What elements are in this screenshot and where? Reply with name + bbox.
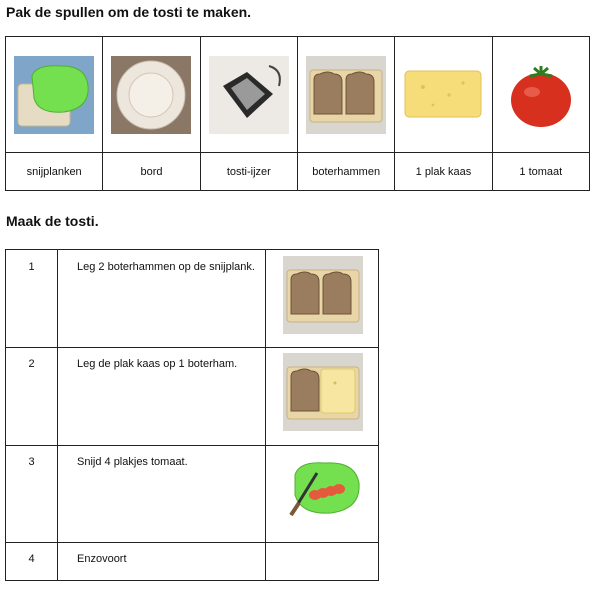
step-text: Enzovoort: [59, 542, 266, 580]
empty-image-cell: [267, 542, 378, 580]
item-label: boterhammen: [312, 165, 381, 178]
steps-table: [5, 249, 379, 581]
sliced-tomato-icon: [283, 451, 363, 529]
item-cell: [493, 37, 589, 190]
bread-on-board-icon: [283, 256, 363, 334]
step-number: 4: [6, 542, 58, 580]
cheese-slice-icon: [395, 37, 491, 153]
item-cell: [6, 37, 103, 190]
item-cell: [103, 37, 200, 190]
plate-icon: [103, 37, 199, 153]
ingredients-table: [5, 36, 590, 191]
step-number: 1: [6, 250, 58, 347]
make-heading: Maak de tosti.: [6, 213, 99, 229]
tomato-icon: [493, 37, 589, 153]
item-cell: [201, 37, 298, 190]
item-cell: [298, 37, 395, 190]
bread-slices-icon: [298, 37, 394, 153]
cutting-boards-icon: [6, 37, 102, 153]
step-row: [6, 445, 378, 543]
item-cell: [395, 37, 492, 190]
item-label: 1 tomaat: [519, 165, 563, 178]
step-row: [6, 347, 378, 446]
step-number: 2: [6, 347, 58, 445]
cheese-on-bread-icon: [283, 353, 363, 431]
step-number: 3: [6, 445, 58, 542]
step-row: [6, 250, 378, 348]
sandwich-maker-icon: [201, 37, 297, 153]
item-label: 1 plak kaas: [415, 165, 472, 178]
step-row: [6, 542, 378, 580]
gather-heading: Pak de spullen om de tosti te maken.: [6, 4, 252, 20]
step-text: Leg de plak kaas op 1 boterham.: [59, 347, 266, 445]
item-label: snijplanken: [26, 165, 82, 178]
item-label: tosti-ijzer: [226, 165, 271, 178]
step-text: Leg 2 boterhammen op de snijplank.: [59, 250, 266, 347]
step-text: Snijd 4 plakjes tomaat.: [59, 445, 266, 542]
item-label: bord: [140, 165, 163, 178]
